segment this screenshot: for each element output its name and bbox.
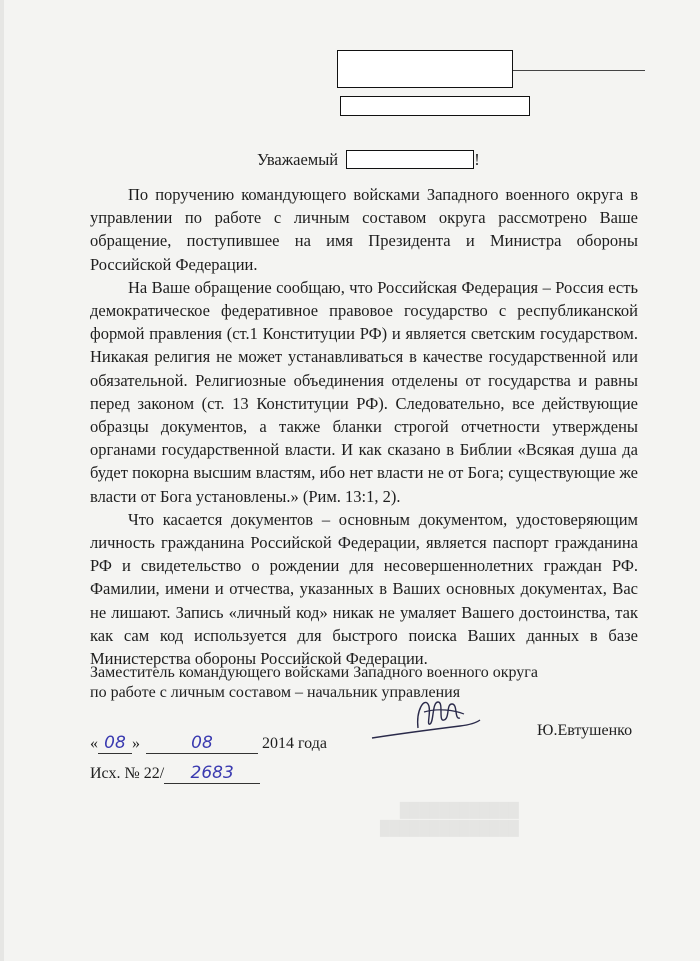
date-close-quote: » [132, 735, 140, 752]
outgoing-label: Исх. № 22/ [90, 765, 165, 782]
greeting-prefix: Уважаемый [257, 150, 339, 169]
paragraph-1: По поручению командующего войсками Западного военного округа в управлении по работе с личным составом округа рассмотрено Ваше обращение, поступившее на имя Президента и Министра обороны Российской Федерации. [90, 185, 638, 274]
addressee-underline [513, 70, 645, 71]
greeting [257, 150, 480, 170]
handwritten-signature-icon [368, 690, 498, 745]
signer-title-line-2: по работе с личным составом – начальник управления [90, 684, 461, 701]
signer-title-line-1: Заместитель командующего войсками Западного военного округа [90, 664, 538, 681]
page-edge [0, 0, 4, 961]
date-month: 08 [146, 733, 258, 754]
greeting-suffix: ! [474, 150, 480, 169]
date-line [90, 733, 327, 754]
redacted-addressee-name [337, 50, 513, 88]
date-year: 2014 года [262, 735, 327, 752]
date-day: 08 [98, 733, 132, 754]
signer-name: Ю.Евтушенко [537, 722, 633, 739]
redacted-addressee-address [340, 96, 530, 116]
redacted-recipient-name [346, 150, 474, 169]
letter-body [90, 183, 638, 670]
paragraph-3: Что касается документов – основным документом, удостоверяющим личность гражданина Российской Федерации, является паспорт гражданина РФ и свидетельство о рождении для несовершеннолетних граждан РФ. Фамилии, имени и отчества, указанных в Ваших основных документах, Вас не лишают. Запись «личный код» никак не умаляет Вашего достоинства, так как сам код используется для быстрого поиска Ваших данных в базе Министерства обороны Российской Федерации. [90, 509, 638, 669]
bleed-through-decoration: ██████████████ ████████████ [380, 802, 519, 835]
outgoing-number-value: 2683 [164, 763, 260, 784]
outgoing-number [90, 763, 260, 784]
date-open-quote: « [90, 735, 98, 752]
paragraph-2: На Ваше обращение сообщаю, что Российская Федерация – Россия есть демократическое федеративное правовое государство с республиканской формой правления (ст.1 Конституции РФ) и является светским государством. Никакая религия не может устанавливаться в качестве государственной или обязательной. Религиозные объединения отделены от государства и равны перед законом (ст. 13 Конституции РФ). Следовательно, все действующие образцы документов, а также бланки строгой отчетности утверждены органами государственной власти. И как сказано в Библии «Всякая душа да будет покорна высшим властям, ибо нет власти не от Бога; существующие же власти от Бога установлены.» (Рим. 13:1, 2). [90, 277, 638, 506]
